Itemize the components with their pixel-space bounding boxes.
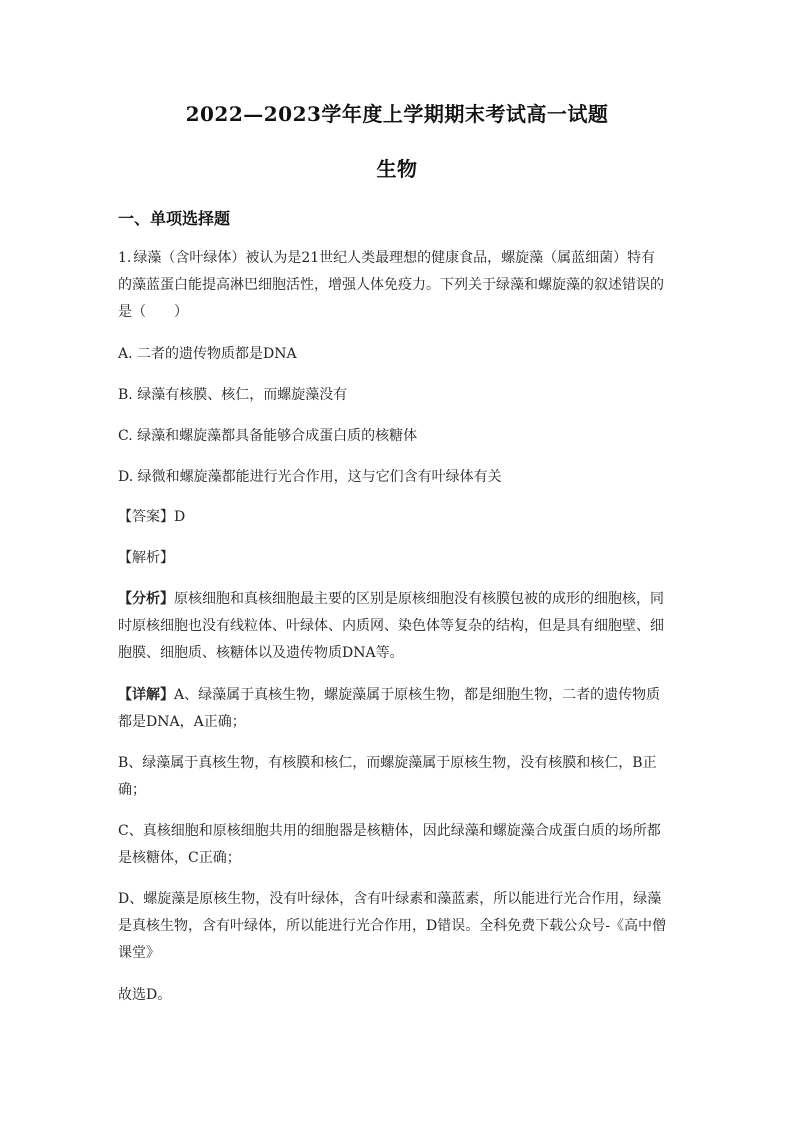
section-heading: 一、单项选择题 [118, 209, 231, 228]
fenxi-line-1: 原核细胞和真核细胞最主要的区别是原核细胞没有核膜包被的成形的细胞核，同 [174, 591, 664, 607]
fenxi-line-3: 胞膜、细胞质、核糖体以及遗传物质DNA等。 [118, 645, 404, 661]
question-stem [118, 245, 678, 326]
option-c [118, 423, 678, 450]
page-title: 2022—2023学年度上学期期末考试高一试题 [185, 102, 609, 126]
detail-a-line-2: 都是DNA，A正确； [118, 714, 246, 730]
fenxi-tag: 【分析】 [118, 591, 174, 607]
option-c-text: 绿藻和螺旋藻都具备能够合成蛋白质的核糖体 [137, 428, 418, 444]
xiangjie-tag: 【详解】 [118, 687, 174, 703]
analysis-detail-c [118, 818, 678, 872]
option-d-text: 绿微和螺旋藻都能进行光合作用，这与它们含有叶绿体有关 [137, 469, 502, 485]
detail-d-line-2: 是真核生物，含有叶绿体，所以能进行光合作用，D错误。全科免费下载公众号-《高中僧 [118, 918, 666, 934]
analysis-heading: 【解析】 [118, 550, 174, 566]
analysis-detail-a [118, 682, 678, 736]
detail-b-line-1: B、绿藻属于真核生物，有核膜和核仁，而螺旋藻属于原核生物，没有核膜和核仁，B正 [118, 755, 657, 771]
option-a-label: A. [118, 346, 133, 362]
option-d-label: D. [118, 469, 134, 485]
question-number: 1. [118, 250, 132, 266]
detail-b-line-2: 确； [118, 782, 146, 798]
analysis-tag [118, 545, 678, 572]
option-b-text: 绿藻有核膜、核仁，而螺旋藻没有 [137, 387, 348, 403]
answer-tag: 【答案】 [118, 509, 174, 525]
detail-d-line-1: D、螺旋藻是原核生物，没有叶绿体，含有叶绿素和藻蓝素，所以能进行光合作用，绿藻 [118, 891, 662, 907]
detail-d-line-3: 课堂》 [118, 945, 160, 961]
answer-value: D [174, 509, 186, 525]
option-a-text: 二者的遗传物质都是DNA [137, 346, 297, 362]
option-b [118, 382, 678, 409]
question-stem-line-3: 是（ ） [118, 304, 188, 320]
question-stem-line-1: 绿藻（含叶绿体）被认为是21世纪人类最理想的健康食品，螺旋藻（属蓝细菌）特有 [133, 250, 656, 266]
conclusion-text: 故选D。 [118, 987, 172, 1003]
analysis-detail-b [118, 750, 678, 804]
detail-c-line-2: 是核糖体，C正确； [118, 850, 241, 866]
option-c-label: C. [118, 428, 133, 444]
option-b-label: B. [118, 387, 133, 403]
fenxi-line-2: 时原核细胞也没有线粒体、叶绿体、内质网、染色体等复杂的结构，但是具有细胞壁、细 [118, 618, 664, 634]
subject-title: 生物 [376, 157, 418, 181]
analysis-fenxi [118, 586, 678, 667]
question-stem-line-2: 的藻蓝蛋白能提高淋巴细胞活性，增强人体免疫力。下列关于绿藻和螺旋藻的叙述错误的 [118, 277, 664, 293]
analysis-conclusion [118, 982, 678, 1009]
answer-line [118, 504, 678, 531]
analysis-detail-d [118, 886, 678, 967]
detail-c-line-1: C、真核细胞和原核细胞共用的细胞器是核糖体，因此绿藻和螺旋藻合成蛋白质的场所都 [118, 823, 661, 839]
detail-a-line-1: A、绿藻属于真核生物，螺旋藻属于原核生物，都是细胞生物，二者的遗传物质 [174, 687, 661, 703]
option-a [118, 341, 678, 368]
option-d [118, 464, 678, 491]
